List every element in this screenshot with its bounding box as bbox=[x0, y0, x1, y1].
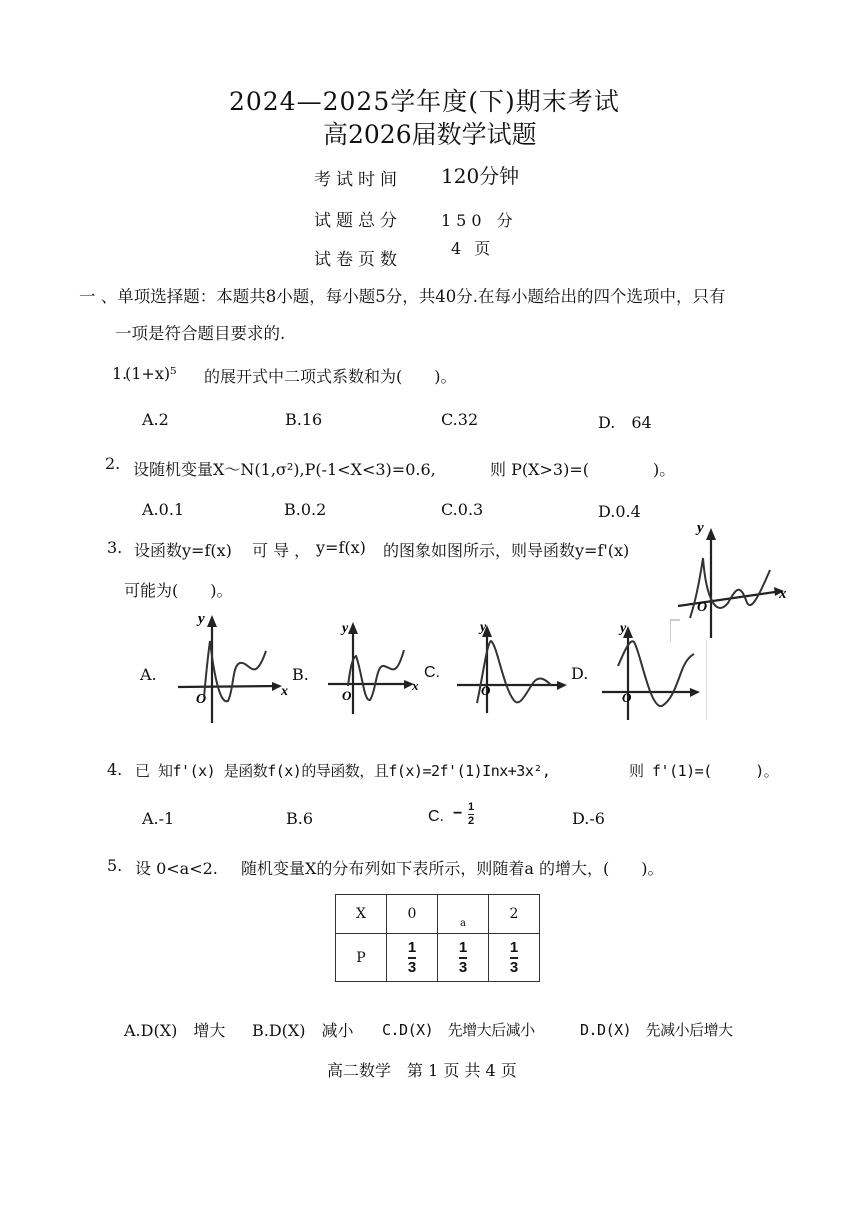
q4-option-a: A.-1 bbox=[142, 809, 175, 828]
q4-frac-den: 2 bbox=[468, 815, 475, 827]
q3-graph-c bbox=[455, 615, 575, 715]
q5-option-d: D.D(X) 先减小后增大 bbox=[580, 1021, 733, 1039]
table-row bbox=[336, 895, 540, 934]
q3-option-a: A. bbox=[140, 665, 157, 684]
q1-option-b: B.16 bbox=[285, 410, 323, 429]
distribution-table bbox=[335, 894, 540, 982]
exam-title: 2024—2025学年度(下)期末考试 bbox=[229, 87, 620, 116]
q5-option-b: B.D(X) 减小 bbox=[252, 1021, 354, 1040]
q2-text-cont: 则 P(X>3)=( )。 bbox=[490, 460, 676, 479]
table-cell-fraction bbox=[438, 934, 489, 982]
q3-number: 3. bbox=[107, 538, 123, 557]
frac-num: 1 bbox=[407, 938, 417, 956]
q2-option-d: D.0.4 bbox=[598, 502, 641, 521]
q3-graph-c-origin: O bbox=[481, 683, 491, 698]
q3-graph-c-y-label: y bbox=[480, 620, 487, 635]
q4-option-d: D.-6 bbox=[572, 809, 605, 828]
q3-graph-y-label: y bbox=[697, 520, 704, 536]
q3-option-b: B. bbox=[292, 665, 309, 684]
table-cell: a bbox=[438, 895, 489, 934]
meta-value-time: 120分钟 bbox=[441, 164, 520, 188]
q2-option-c: C.0.3 bbox=[441, 500, 484, 519]
section-heading-cont: 一项是符合题目要求的. bbox=[115, 324, 286, 343]
exam-subtitle: 高2026届数学试题 bbox=[323, 120, 537, 149]
q3-text-a: 设函数y=f(x) bbox=[134, 541, 232, 560]
table-cell-fraction bbox=[387, 934, 438, 982]
section-heading: 一 、单项选择题：本题共8小题，每小题5分，共40分.在每小题给出的四个选项中，只有 bbox=[79, 287, 726, 306]
q5-number: 5. bbox=[107, 856, 123, 875]
figure-edge bbox=[706, 640, 707, 720]
q3-graph-d-y-label: y bbox=[620, 621, 627, 636]
q5-text-a: 设 0<a<2. bbox=[135, 859, 218, 878]
q3-graph-a-x-label: x bbox=[281, 684, 288, 699]
q1-number: 1. bbox=[112, 364, 128, 383]
q5-text-b: 随机变量X的分布列如下表所示，则随着a 的增大，( )。 bbox=[241, 859, 664, 878]
q4-frac-num: 1 bbox=[468, 801, 475, 813]
q3-graph-b-x-label: x bbox=[412, 678, 419, 693]
q2-text: 设随机变量X～N(1,σ²),P(-1<X<3)=0.6, bbox=[133, 460, 436, 479]
q3-text-cont: 可能为( )。 bbox=[124, 581, 233, 600]
frac-num: 1 bbox=[509, 938, 519, 956]
q5-option-c: C.D(X) 先增大后减小 bbox=[382, 1021, 535, 1039]
q2-option-b: B.0.2 bbox=[284, 500, 327, 519]
q3-graph-b-origin: O bbox=[342, 688, 352, 703]
frac-num: 1 bbox=[458, 938, 468, 956]
q3-text-d: 的图象如图所示，则导函数y=f'(x) bbox=[383, 541, 630, 560]
q4-text-cont: 则 f'(1)=( )。 bbox=[629, 762, 779, 780]
page-footer: 高二数学 第 1 页 共 4 页 bbox=[327, 1061, 517, 1080]
q3-graph-a-origin: O bbox=[196, 692, 207, 707]
q3-graph-d bbox=[600, 620, 708, 725]
q3-option-c: C. bbox=[424, 664, 440, 681]
table-cell: 0 bbox=[387, 895, 438, 934]
q4-number: 4. bbox=[107, 760, 123, 779]
q1-expression: (1+x)⁵ bbox=[125, 364, 177, 383]
q3-text-c: y=f(x) bbox=[316, 538, 366, 557]
q1-option-a: A.2 bbox=[142, 410, 169, 429]
table-cell-fraction bbox=[489, 934, 540, 982]
q2-number: 2. bbox=[105, 454, 121, 473]
q3-graph-x-label: x bbox=[779, 586, 787, 602]
q1-option-d: D. 64 bbox=[598, 413, 652, 432]
q3-graph-b-y-label: y bbox=[342, 621, 349, 636]
meta-value-pages: 4 页 bbox=[451, 239, 495, 258]
meta-label-pages: 试卷页数 bbox=[314, 250, 402, 270]
q4-option-c-sign: − bbox=[453, 805, 463, 822]
frac-den: 3 bbox=[407, 958, 417, 976]
q4-option-c-fraction bbox=[468, 802, 474, 828]
q4-option-b: B.6 bbox=[286, 809, 314, 828]
q1-option-c: C.32 bbox=[441, 410, 479, 429]
frac-den: 3 bbox=[509, 958, 519, 976]
q3-graph-a bbox=[170, 605, 290, 730]
q3-graph-origin: O bbox=[697, 600, 708, 615]
q3-text-b: 可 导 ， bbox=[252, 541, 311, 560]
table-cell: P bbox=[336, 934, 387, 982]
q1-text: 的展开式中二项式系数和为( )。 bbox=[204, 367, 457, 386]
table-cell: X bbox=[336, 895, 387, 934]
frac-den: 3 bbox=[458, 958, 468, 976]
q3-graph-d-origin: O bbox=[622, 690, 632, 705]
q2-option-a: A.0.1 bbox=[142, 500, 185, 519]
q3-option-d: D. bbox=[571, 664, 589, 683]
meta-label-score: 试题总分 bbox=[314, 211, 402, 231]
q5-option-a: A.D(X) 增大 bbox=[124, 1021, 226, 1040]
table-row bbox=[336, 934, 540, 982]
q4-option-c: C. bbox=[428, 808, 444, 825]
q3-graph-a-y-label: y bbox=[198, 611, 205, 627]
q4-text: 已 知f'(x) 是函数f(x)的导函数，且f(x)=2f'(1)Inx+3x², bbox=[135, 762, 551, 780]
meta-value-score: 150 分 bbox=[441, 211, 518, 230]
meta-label-time: 考试时间 bbox=[314, 170, 402, 190]
table-cell: 2 bbox=[489, 895, 540, 934]
q3-graph-b bbox=[322, 612, 427, 720]
